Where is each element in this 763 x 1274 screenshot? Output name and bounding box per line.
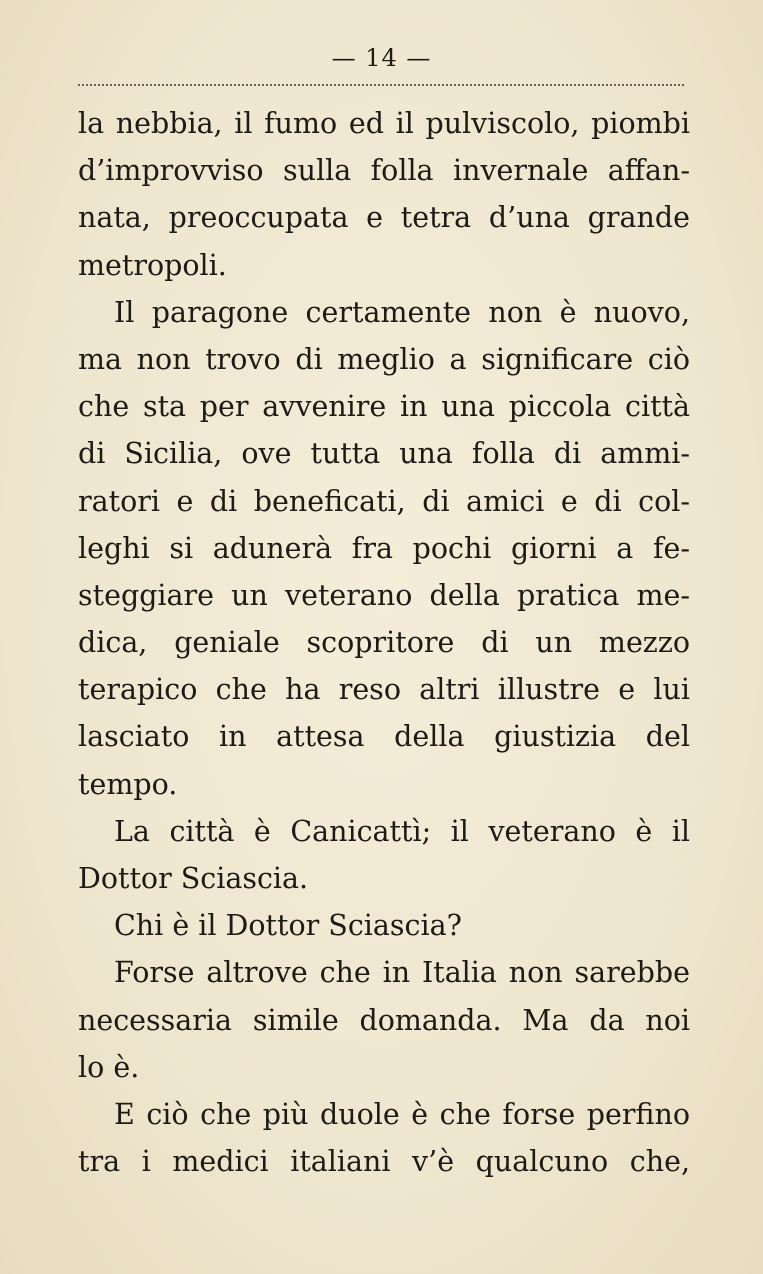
text-line: La città è Canicattì; il veterano è il [114,814,690,848]
body-text [78,100,690,1185]
text-line: ma non trovo di meglio a significare ciò [78,342,690,376]
text-line: la nebbia, il fumo ed il pulviscolo, piombi [78,107,690,140]
text-line: terapico che ha reso altri illustre e lui [78,673,690,707]
text-line: d’improvviso sulla folla invernale affan- [78,154,690,188]
text-line: Dottor Sciascia. [78,862,309,895]
text-line: Forse altrove che in Italia non sarebbe [114,956,690,990]
text-line: tra i medici italiani v’è qualcuno che, [78,1145,690,1179]
text-line: Il paragone certamente non è nuovo, [114,295,690,329]
text-line: di Sicilia, ove tutta una folla di ammi- [78,437,690,471]
header-rule [78,84,684,86]
text-line: Chi è il Dottor Sciascia? [114,909,462,943]
page-number: — 14 — [331,44,432,72]
text-line: leghi si adunerà fra pochi giorni a fe- [78,531,690,565]
text-line: E ciò che più duole è che forse perfino [114,1097,690,1131]
text-line: steggiare un veterano della pratica me- [78,578,690,612]
text-line: lo è. [78,1050,140,1084]
text-line: ratori e di beneficati, di amici e di col- [78,484,690,518]
text-line: metropoli. [78,248,227,282]
text-line: nata, preoccupata e tetra d’una grande [78,201,690,235]
text-line: lasciato in attesa della giustizia del [78,720,690,754]
text-line: necessaria simile domanda. Ma da noi [78,1003,690,1037]
text-line: che sta per avvenire in una piccola città [78,390,690,424]
text-line: tempo. [78,767,178,801]
text-line: dica, geniale scopritore di un mezzo [78,626,690,660]
